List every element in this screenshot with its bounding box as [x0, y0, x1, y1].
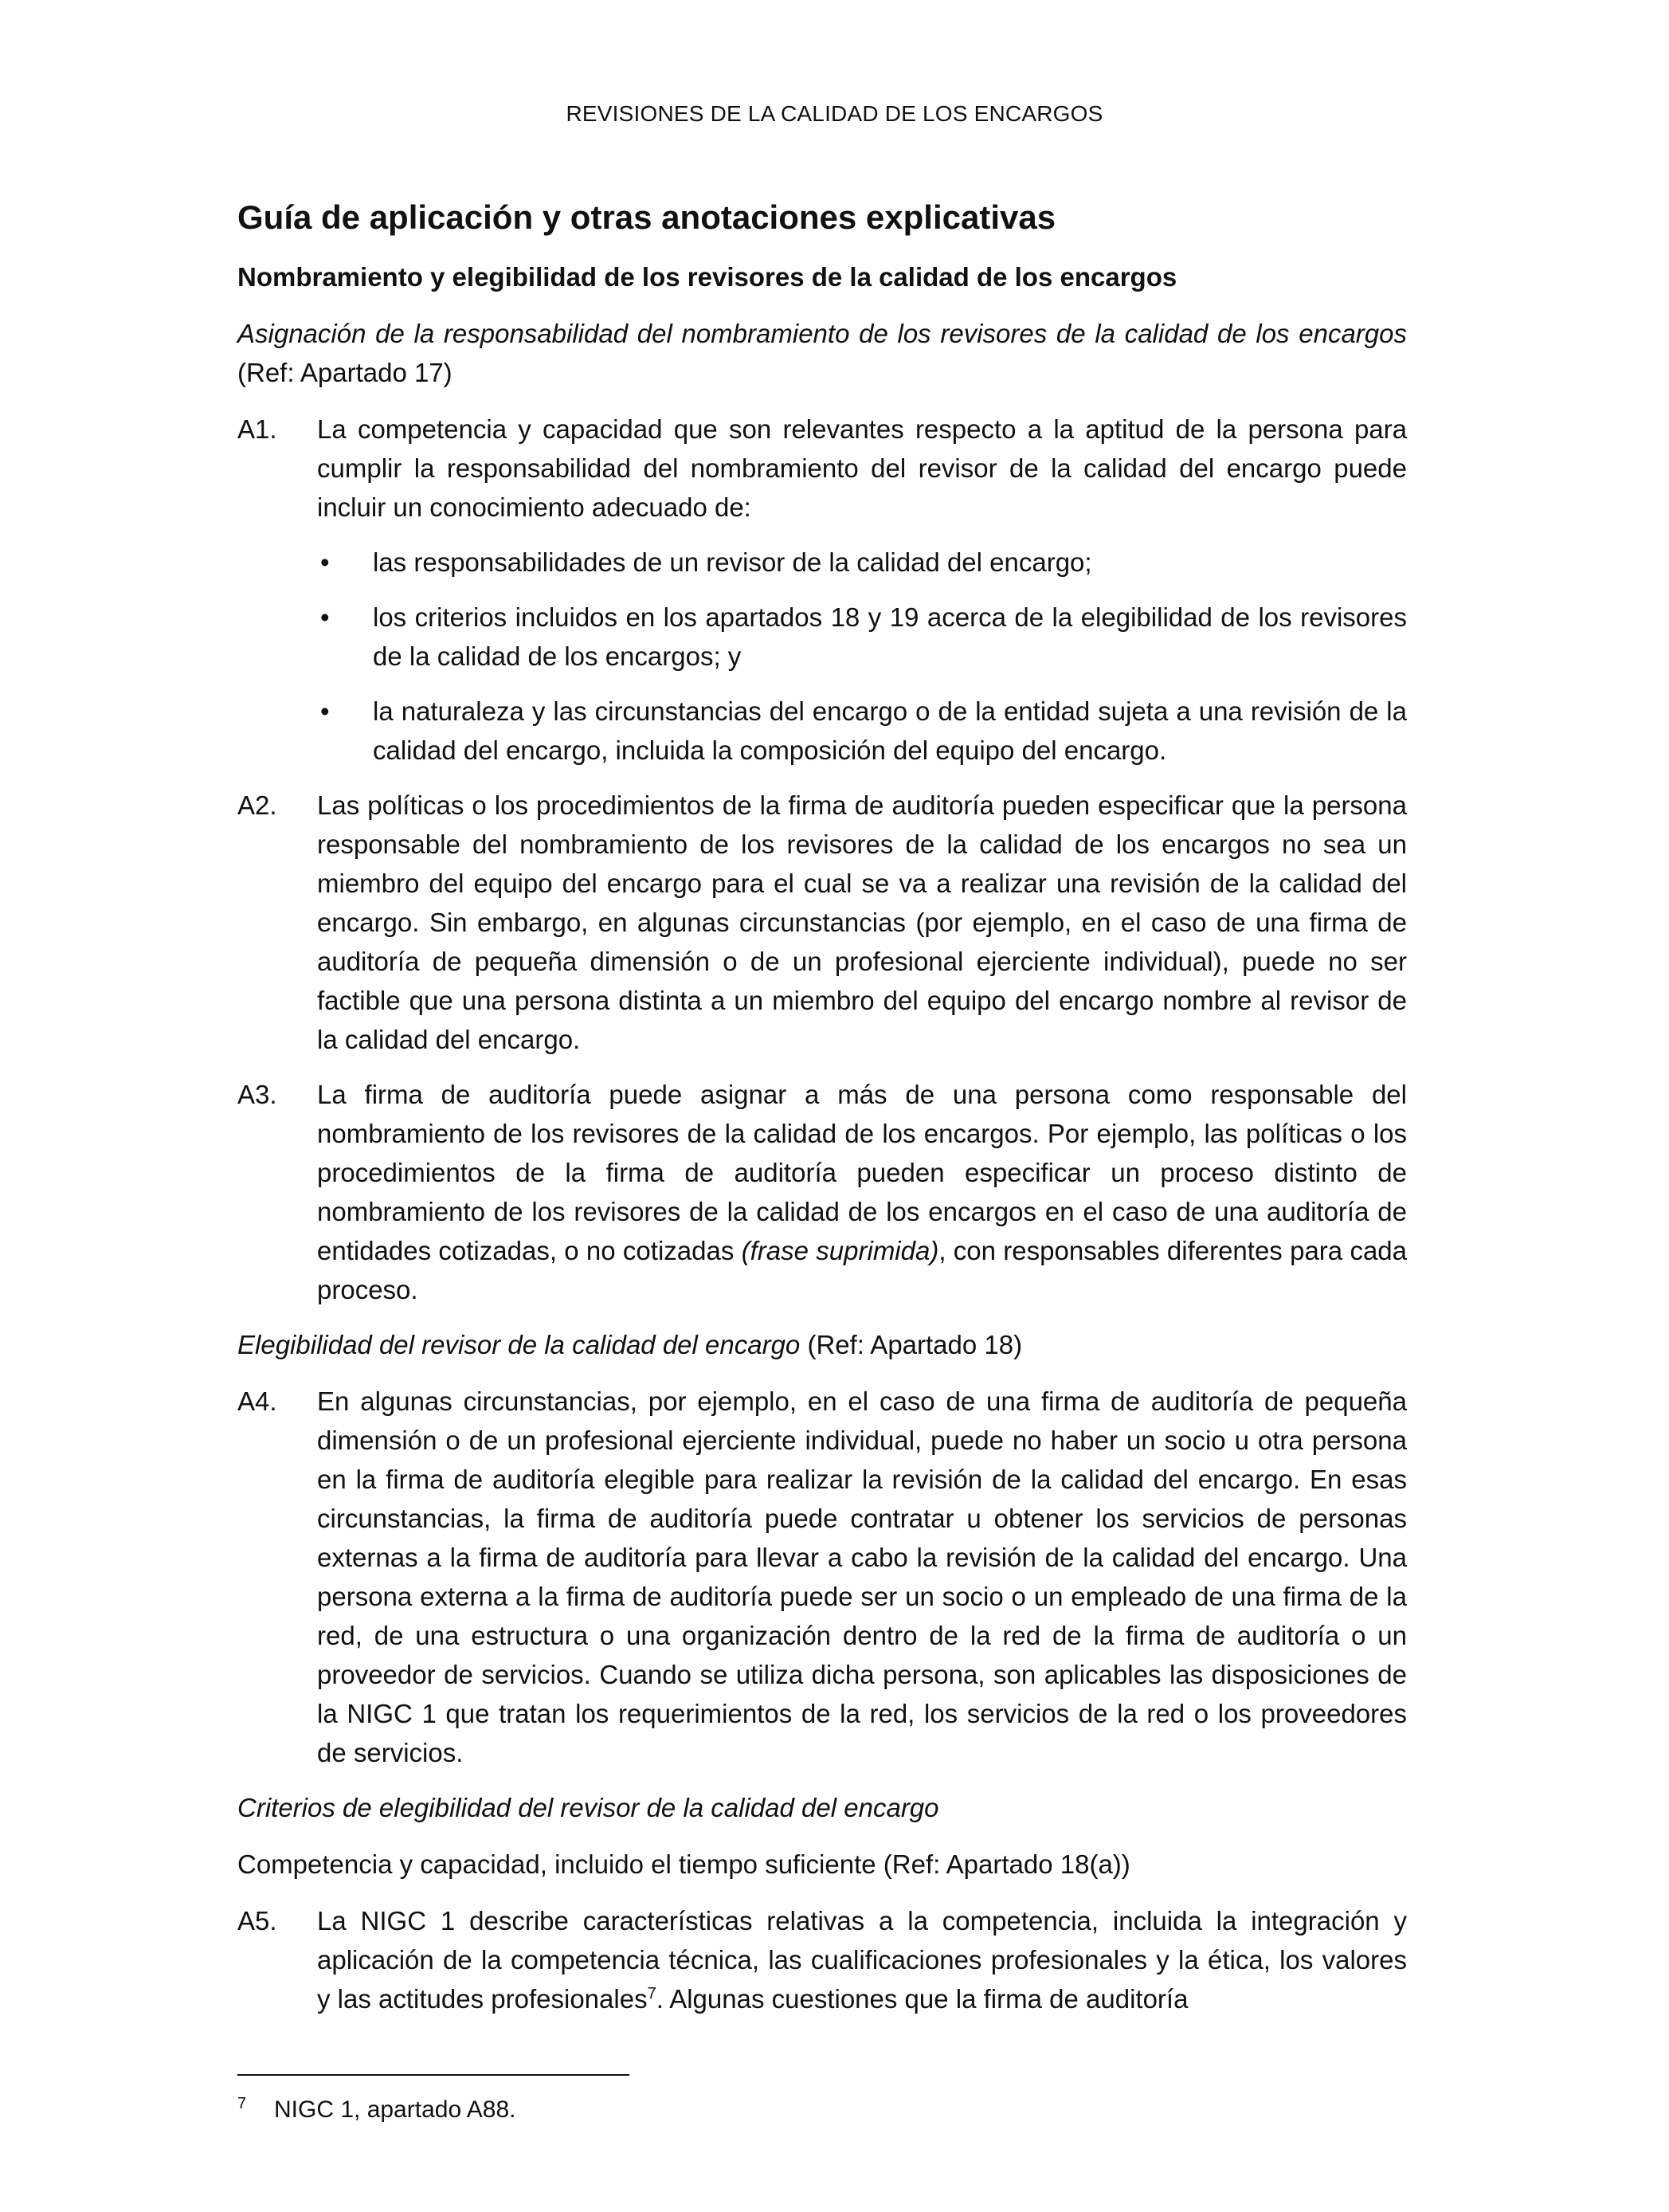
paragraph-a5 — [237, 1901, 1407, 2018]
subheading-ref: (Ref: Apartado 18) — [800, 1330, 1023, 1359]
list-item-text: las responsabilidades de un revisor de la calidad del encargo; — [373, 547, 1092, 577]
footnote-text: NIGC 1, apartado A88. — [274, 2096, 516, 2123]
list-item-text: los criterios incluidos en los apartados 18 y 19 acerca de la elegibilidad de los revisores de la calidad de los encargos; y — [373, 602, 1407, 671]
subheading-italic: Asignación de la responsabilidad del nombramiento de los revisores de la calidad de los encargos — [237, 319, 1407, 348]
paragraph-text-end: , con responsables diferentes para cada proceso. — [317, 1236, 1408, 1304]
list-item — [237, 598, 1407, 676]
footnote-reference[interactable]: 7 — [647, 1985, 656, 2002]
subheading-italic: Criterios de elegibilidad del revisor de la calidad del encargo — [237, 1793, 939, 1822]
paragraph-text: La firma de auditoría puede asignar a más de una persona como responsable del nombramiento de los revisores de la calidad de los encargos. Por ejemplo, las políticas o los procedimientos de la firma de auditoría pueden especificar un proceso distinto de nombramiento de los revisores de la calidad de los encargos en el caso de una auditoría de entidades cotizadas, o no cotizadas — [317, 1080, 1407, 1265]
paragraph-a1 — [237, 410, 1407, 527]
paragraph-a3 — [237, 1075, 1407, 1309]
paragraph-text: En algunas circunstancias, por ejemplo, en el caso de una firma de auditoría de pequeña dimensión o de un profesional ejerciente individual, puede no haber un socio u otra persona en la firma de auditoría elegible para realizar la revisión de la calidad del encargo. En esas circunstancias, la firma de auditoría puede contratar u obtener los servicios de personas externas a la firma de auditoría para llevar a cabo la revisión de la calidad del encargo. Una persona externa a la firma de auditoría puede ser un socio o un empleado de una firma de la red, de una estructura o una organización dentro de la red de la firma de auditoría o un proveedor de servicios. Cuando se utiliza dicha persona, son aplicables las disposiciones de la NIGC 1 que tratan los requerimientos de la red, los servicios de la red o los proveedores de servicios. — [317, 1386, 1407, 1767]
paragraph-text: La NIGC 1 describe características relativas a la competencia, incluida la integración y aplicación de la competencia técnica, las cualificaciones profesionales y la ética, los valores y las actitudes profesionales — [317, 1906, 1407, 2014]
paragraph-italic-text: (frase suprimida) — [741, 1236, 939, 1265]
paragraph-number: A5. — [237, 1906, 277, 1936]
page-title: Guía de aplicación y otras anotaciones explicativas — [237, 198, 1056, 236]
footnote: 7 NIGC 1, apartado A88. — [237, 2095, 516, 2123]
paragraph-text-end: . Algunas cuestiones que la firma de auditoría — [656, 1984, 1189, 2014]
page-body — [237, 195, 1407, 2034]
paragraph-text: Las políticas o los procedimientos de la firma de auditoría pueden especificar que la persona responsable del nombramiento de los revisores de la calidad de los encargos no sea un miembro del equipo del encargo para el cual se va a realizar una revisión de la calidad del encargo. Sin embargo, en algunas circunstancias (por ejemplo, en el caso de una firma de auditoría de pequeña dimensión o de un profesional ejerciente individual), puede no ser factible que una persona distinta a un miembro del equipo del encargo nombre al revisor de la calidad del encargo. — [317, 790, 1407, 1054]
paragraph-a2 — [237, 786, 1407, 1059]
bullet-list — [237, 543, 1407, 770]
section-heading: Nombramiento y elegibilidad de los revisores de la calidad de los encargos — [237, 262, 1177, 292]
bullet-icon: • — [320, 547, 330, 577]
subheading-italic: Elegibilidad del revisor de la calidad del encargo — [237, 1330, 801, 1359]
paragraph-text: La competencia y capacidad que son relevantes respecto a la aptitud de la persona para cumplir la responsabilidad del nombramiento del revisor de la calidad del encargo puede incluir un conocimiento adecuado de: — [317, 414, 1407, 522]
subheading-competence: Competencia y capacidad, incluido el tiempo suficiente (Ref: Apartado 18(a)) — [237, 1849, 1130, 1879]
paragraph-number: A4. — [237, 1386, 277, 1416]
subheading-ref: (Ref: Apartado 17) — [237, 358, 453, 387]
subheading-criteria — [237, 1788, 1407, 1827]
subheading-eligibility — [237, 1325, 1407, 1364]
list-item — [237, 692, 1407, 770]
subheading-assignment — [237, 314, 1407, 392]
paragraph-number: A1. — [237, 414, 277, 444]
paragraph-number: A2. — [237, 790, 277, 820]
footnote-divider — [237, 2074, 629, 2076]
bullet-icon: • — [320, 696, 330, 726]
bullet-icon: • — [320, 602, 330, 632]
list-item — [237, 543, 1407, 582]
paragraph-a4 — [237, 1382, 1407, 1772]
running-header: REVISIONES DE LA CALIDAD DE LOS ENCARGOS — [566, 101, 1103, 126]
list-item-text: la naturaleza y las circunstancias del encargo o de la entidad sujeta a una revisión de la calidad del encargo, incluida la composición del equipo del encargo. — [373, 696, 1407, 765]
paragraph-number: A3. — [237, 1080, 277, 1109]
